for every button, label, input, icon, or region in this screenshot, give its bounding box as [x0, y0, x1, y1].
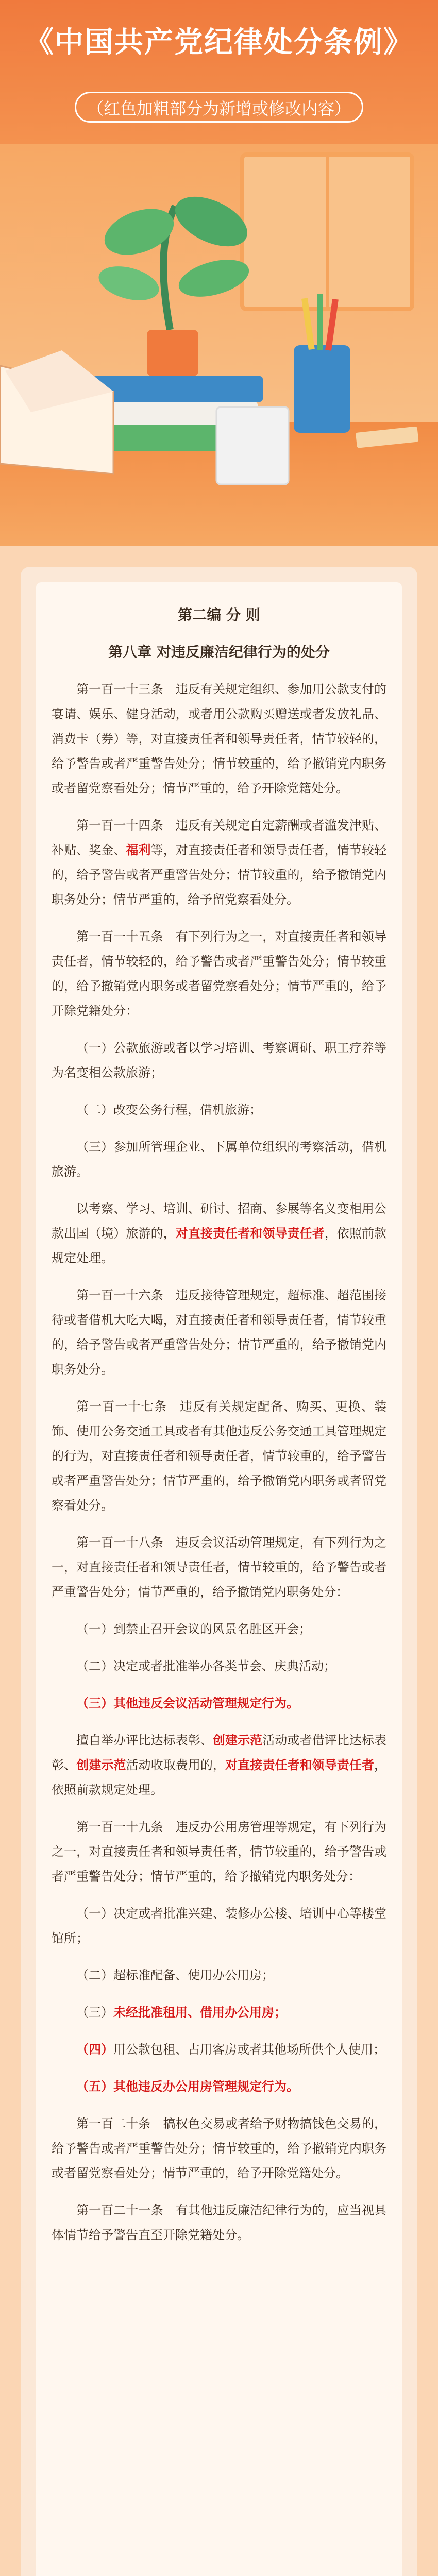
- article-113: 第一百一十三条 违反有关规定组织、参加用公款支付的宴请、娱乐、健身活动，或者用公款购买赠送或者发放礼品、消费卡（券）等，对直接责任者和领导责任者，情节较轻的，给予警告或者严重警告处分；情节较重的，给予撤销党内职务或者留党察看处分；情节严重的，给予开除党籍处分。: [52, 682, 387, 795]
- books-icon: [93, 376, 263, 402]
- pencil-cup-icon: [294, 345, 350, 433]
- article-118-item-1: （一）到禁止召开会议的风景名胜区开会；: [76, 1622, 311, 1636]
- article-116: 第一百一十六条 违反接待管理规定，超标准、超范围接待或者借机大吃大喝，对直接责任者和领导责任者，情节较重的，给予警告或者严重警告处分；情节严重的，给予撤销党内职务处分。: [52, 1288, 387, 1377]
- subtitle-badge: （红色加粗部分为新增或修改内容）: [75, 92, 363, 123]
- article-115-item-2: （二）改变公务行程，借机旅游；: [76, 1103, 262, 1117]
- article-115-item-1: （一）公款旅游或者以学习培训、考察调研、职工疗养等为名变相公款旅游；: [52, 1041, 386, 1080]
- article-119-item-4: （四）用公款包租、占用客房或者其他场所供个人使用；: [76, 2042, 385, 2057]
- article-content: [52, 603, 386, 2247]
- article-119-item-5: （五）其他违反办公用房管理规定行为。: [76, 2079, 299, 2094]
- article-118-item-3: （三）其他违反会议活动管理规定行为。: [76, 1696, 299, 1710]
- page-title: 《中国共产党纪律处分条例》: [25, 26, 413, 59]
- box-icon: [216, 407, 289, 484]
- article-118: 第一百一十八条 违反会议活动管理规定，有下列行为之一，对直接责任者和领导责任者，情节较重的，给予警告或者严重警告处分；情节严重的，给予撤销党内职务处分：: [52, 1535, 387, 1599]
- desk-illustration: [0, 144, 438, 546]
- article-119-item-1: （一）决定或者批准兴建、装修办公楼、培训中心等楼堂馆所；: [52, 1906, 386, 1945]
- article-card-frame: [21, 567, 417, 2576]
- header-banner: [0, 0, 438, 546]
- article-119: 第一百一十九条 违反办公用房管理等规定，有下列行为之一，对直接责任者和领导责任者，情节较重的，给予警告或者严重警告处分；情节严重的，给予撤销党内职务处分：: [52, 1820, 387, 1884]
- article-119-item-2: （二）超标准配备、使用办公用房；: [76, 1968, 274, 1982]
- chapter-heading: 第八章 对违反廉洁纪律行为的处分: [108, 643, 330, 660]
- article-117: 第一百一十七条 违反有关规定配备、购买、更换、装饰、使用公务交通工具或者有其他违反公务交通工具管理规定的行为，对直接责任者和领导责任者，情节较重的，给予警告或者严重警告处分；情节严重的，给予撤销党内职务或者留党察看处分。: [52, 1399, 387, 1513]
- article-115: 第一百一十五条 有下列行为之一，对直接责任者和领导责任者，情节较轻的，给予警告或者严重警告处分；情节较重的，给予撤销党内职务或者留党察看处分；情节严重的，给予开除党籍处分：: [52, 929, 387, 1018]
- article-114: 第一百一十四条 违反有关规定自定薪酬或者滥发津贴、补贴、奖金、福利等，对直接责任者和领导责任者，情节较轻的，给予警告或者严重警告处分；情节较重的，给予撤销党内职务处分；情节严重的，给予留党察看处分。: [52, 818, 387, 907]
- article-121: 第一百二十一条 有其他违反廉洁纪律行为的，应当视具体情节给予警告直至开除党籍处分。: [52, 2203, 387, 2242]
- article-115-item-3: （三）参加所管理企业、下属单位组织的考察活动，借机旅游。: [52, 1140, 386, 1179]
- article-118-item-2: （二）决定或者批准举办各类节会、庆典活动；: [76, 1659, 336, 1673]
- article-120: 第一百二十条 搞权色交易或者给予财物搞钱色交易的，给予警告或者严重警告处分；情节较重的，给予撤销党内职务或者留党察看处分；情节严重的，给予开除党籍处分。: [52, 2116, 387, 2180]
- article-118-para-2: 擅自举办评比达标表彰、创建示范活动或者借评比达标表彰、创建示范活动收取费用的，对直接责任者和领导责任者，依照前款规定处理。: [52, 1733, 387, 1797]
- article-119-item-3: （三）未经批准租用、借用办公用房；: [76, 2005, 287, 2020]
- illustration-art: [0, 144, 438, 546]
- article-card: [36, 582, 402, 2576]
- part-heading: 第二编 分 则: [178, 606, 260, 623]
- article-115-para-2: 以考察、学习、培训、研讨、招商、参展等名义变相用公款出国（境）旅游的，对直接责任者和领导责任者，依照前款规定处理。: [52, 1201, 387, 1265]
